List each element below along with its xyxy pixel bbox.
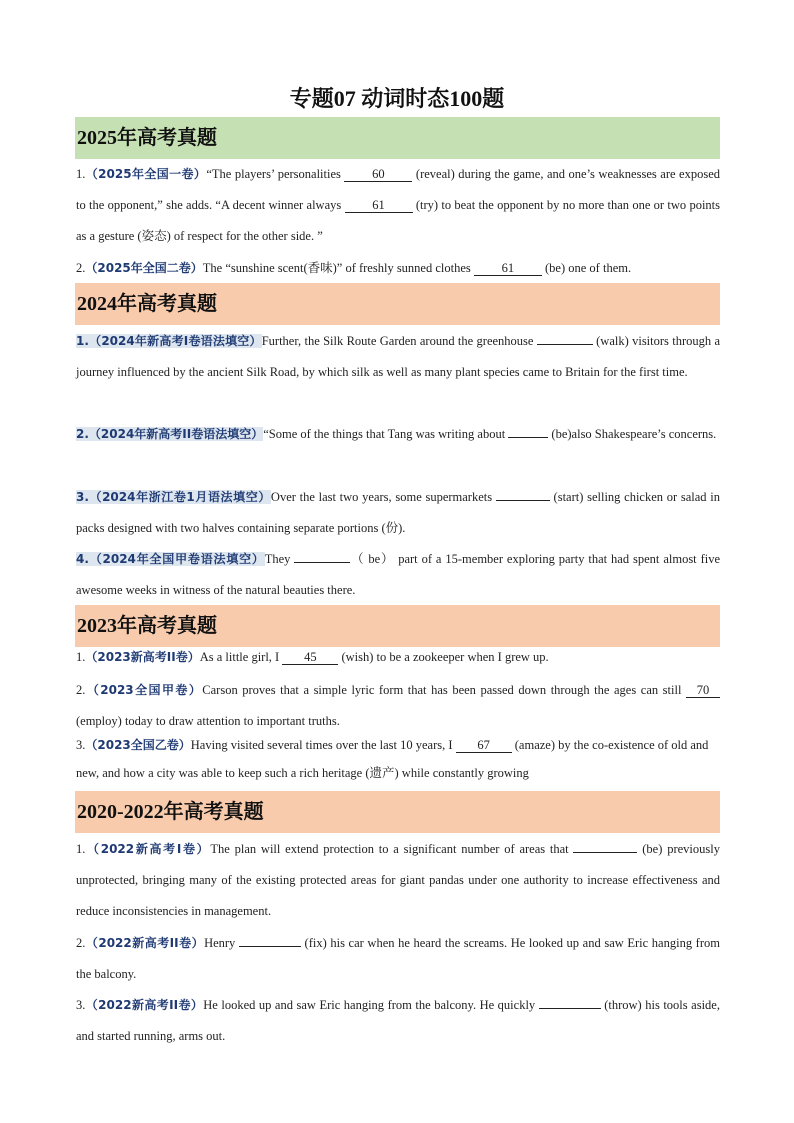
question-text: (amaze) by the co-existence of old and new, and how a city was able to keep such a rich heritage (遗产) while constantly growing: [76, 738, 709, 780]
question-2024-2: [76, 419, 720, 450]
question-2022-2: [76, 928, 720, 990]
question-text: (wish) to be a zookeeper when I grew up.: [338, 650, 549, 664]
section-heading-2020-2022: 2020-2022年高考真题: [75, 791, 720, 833]
question-number: 1.: [76, 842, 86, 856]
answer-blank: 61: [474, 261, 542, 276]
question-text: (start) selling chicken or salad in packs designed with two halves containing separate portions (份).: [76, 490, 720, 535]
question-text: As a little girl, I: [199, 650, 283, 664]
question-source: 1.（2024年新高考I卷语法填空）: [76, 334, 262, 348]
question-2022-1: [76, 834, 720, 927]
answer-blank: 60: [344, 167, 412, 182]
question-source: 4.（2024年全国甲卷语法填空）: [76, 552, 265, 566]
question-2025-1: [76, 159, 720, 252]
question-2022-3: [76, 990, 720, 1052]
question-number: 2.: [76, 683, 86, 697]
question-text: （ be） part of a 15-member exploring party that had spent almost five awesome weeks in witness of the natural beauties there.: [76, 552, 721, 597]
answer-blank: 61: [345, 198, 413, 213]
answer-blank: [537, 344, 593, 345]
question-text: (be)also Shakespeare’s concerns.: [548, 427, 717, 441]
question-text: (be) one of them.: [541, 261, 632, 275]
question-number: 3.: [76, 998, 86, 1012]
question-text: “The players’ personalities: [206, 167, 345, 181]
question-text: (employ) today to draw attention to important truths.: [76, 714, 340, 728]
question-text: Having visited several times over the last 10 years, I: [190, 738, 456, 752]
question-number: 1.: [76, 167, 86, 181]
question-source: 3.（2024年浙江卷1月语法填空）: [76, 490, 271, 504]
question-source: （2025年全国一卷）: [85, 167, 207, 181]
question-source: （2023全国甲卷）: [85, 683, 203, 697]
question-text: “Some of the things that Tang was writing about: [263, 427, 509, 441]
question-source: （2022新高考II卷）: [85, 936, 205, 950]
question-text: He looked up and saw Eric hanging from the balcony. He quickly: [203, 998, 539, 1012]
question-2025-2: [76, 253, 720, 284]
question-text: (reveal) during the game, and one’s weaknesses are exposed to the opponent,” she adds. “A decent winner always: [76, 167, 721, 212]
question-2023-3: [76, 731, 720, 787]
question-source: （2025年全国二卷）: [85, 261, 203, 275]
question-source: （2022新高考I卷）: [85, 842, 211, 856]
question-text: Over the last two years, some supermarkets: [270, 490, 496, 504]
question-text: Further, the Silk Route Garden around the greenhouse: [261, 334, 537, 348]
section-heading-2023: 2023年高考真题: [75, 605, 720, 647]
question-text: Carson proves that a simple lyric form that has been passed down through the ages can still: [202, 683, 686, 697]
answer-blank: [508, 437, 548, 438]
answer-blank: [496, 500, 550, 501]
answer-blank: 45: [282, 650, 338, 665]
question-number: 2.: [76, 261, 86, 275]
answer-blank: [294, 562, 350, 563]
question-2023-1: [76, 642, 720, 673]
answer-blank: [239, 946, 301, 947]
question-2024-4: [76, 544, 720, 606]
section-heading-2024: 2024年高考真题: [75, 283, 720, 325]
question-source: （2023新高考II卷）: [85, 650, 200, 664]
question-2023-2: [76, 675, 720, 737]
question-text: Henry: [204, 936, 239, 950]
question-source: 2.（2024年新高考II卷语法填空）: [76, 427, 264, 441]
question-text: They: [264, 552, 295, 566]
question-text: (throw) his tools aside, and started running, arms out.: [76, 998, 720, 1043]
question-text: (be) previously unprotected, bringing many of the existing protected areas for giant pandas under one authority to increase effectiveness and reduce inconsistencies in management.: [76, 842, 720, 918]
page-title: 专题07 动词时态100题: [289, 86, 505, 111]
question-number: 2.: [76, 936, 86, 950]
question-number: 1.: [76, 650, 86, 664]
answer-blank: 67: [456, 738, 512, 753]
question-number: 3.: [76, 738, 86, 752]
question-text: (try) to beat the opponent by no more than one or two points as a gesture (姿态) of respect for the other side. ”: [76, 198, 721, 243]
answer-blank: [573, 852, 637, 853]
question-2024-1: [76, 326, 720, 388]
question-text: The “sunshine scent(香味)” of freshly sunned clothes: [202, 261, 474, 275]
question-source: （2023全国乙卷）: [85, 738, 191, 752]
question-source: （2022新高考II卷）: [85, 998, 204, 1012]
question-2024-3: [76, 482, 720, 544]
question-text: (fix) his car when he heard the screams. He looked up and saw Eric hanging from the balcony.: [76, 936, 720, 981]
section-heading-2025: 2025年高考真题: [75, 117, 720, 159]
question-text: (walk) visitors through a journey influenced by the ancient Silk Road, by which silk as well as many plant species came to Britain for the first time.: [76, 334, 721, 379]
question-text: The plan will extend protection to a significant number of areas that: [210, 842, 574, 856]
answer-blank: 70: [686, 683, 720, 698]
answer-blank: [539, 1008, 601, 1009]
